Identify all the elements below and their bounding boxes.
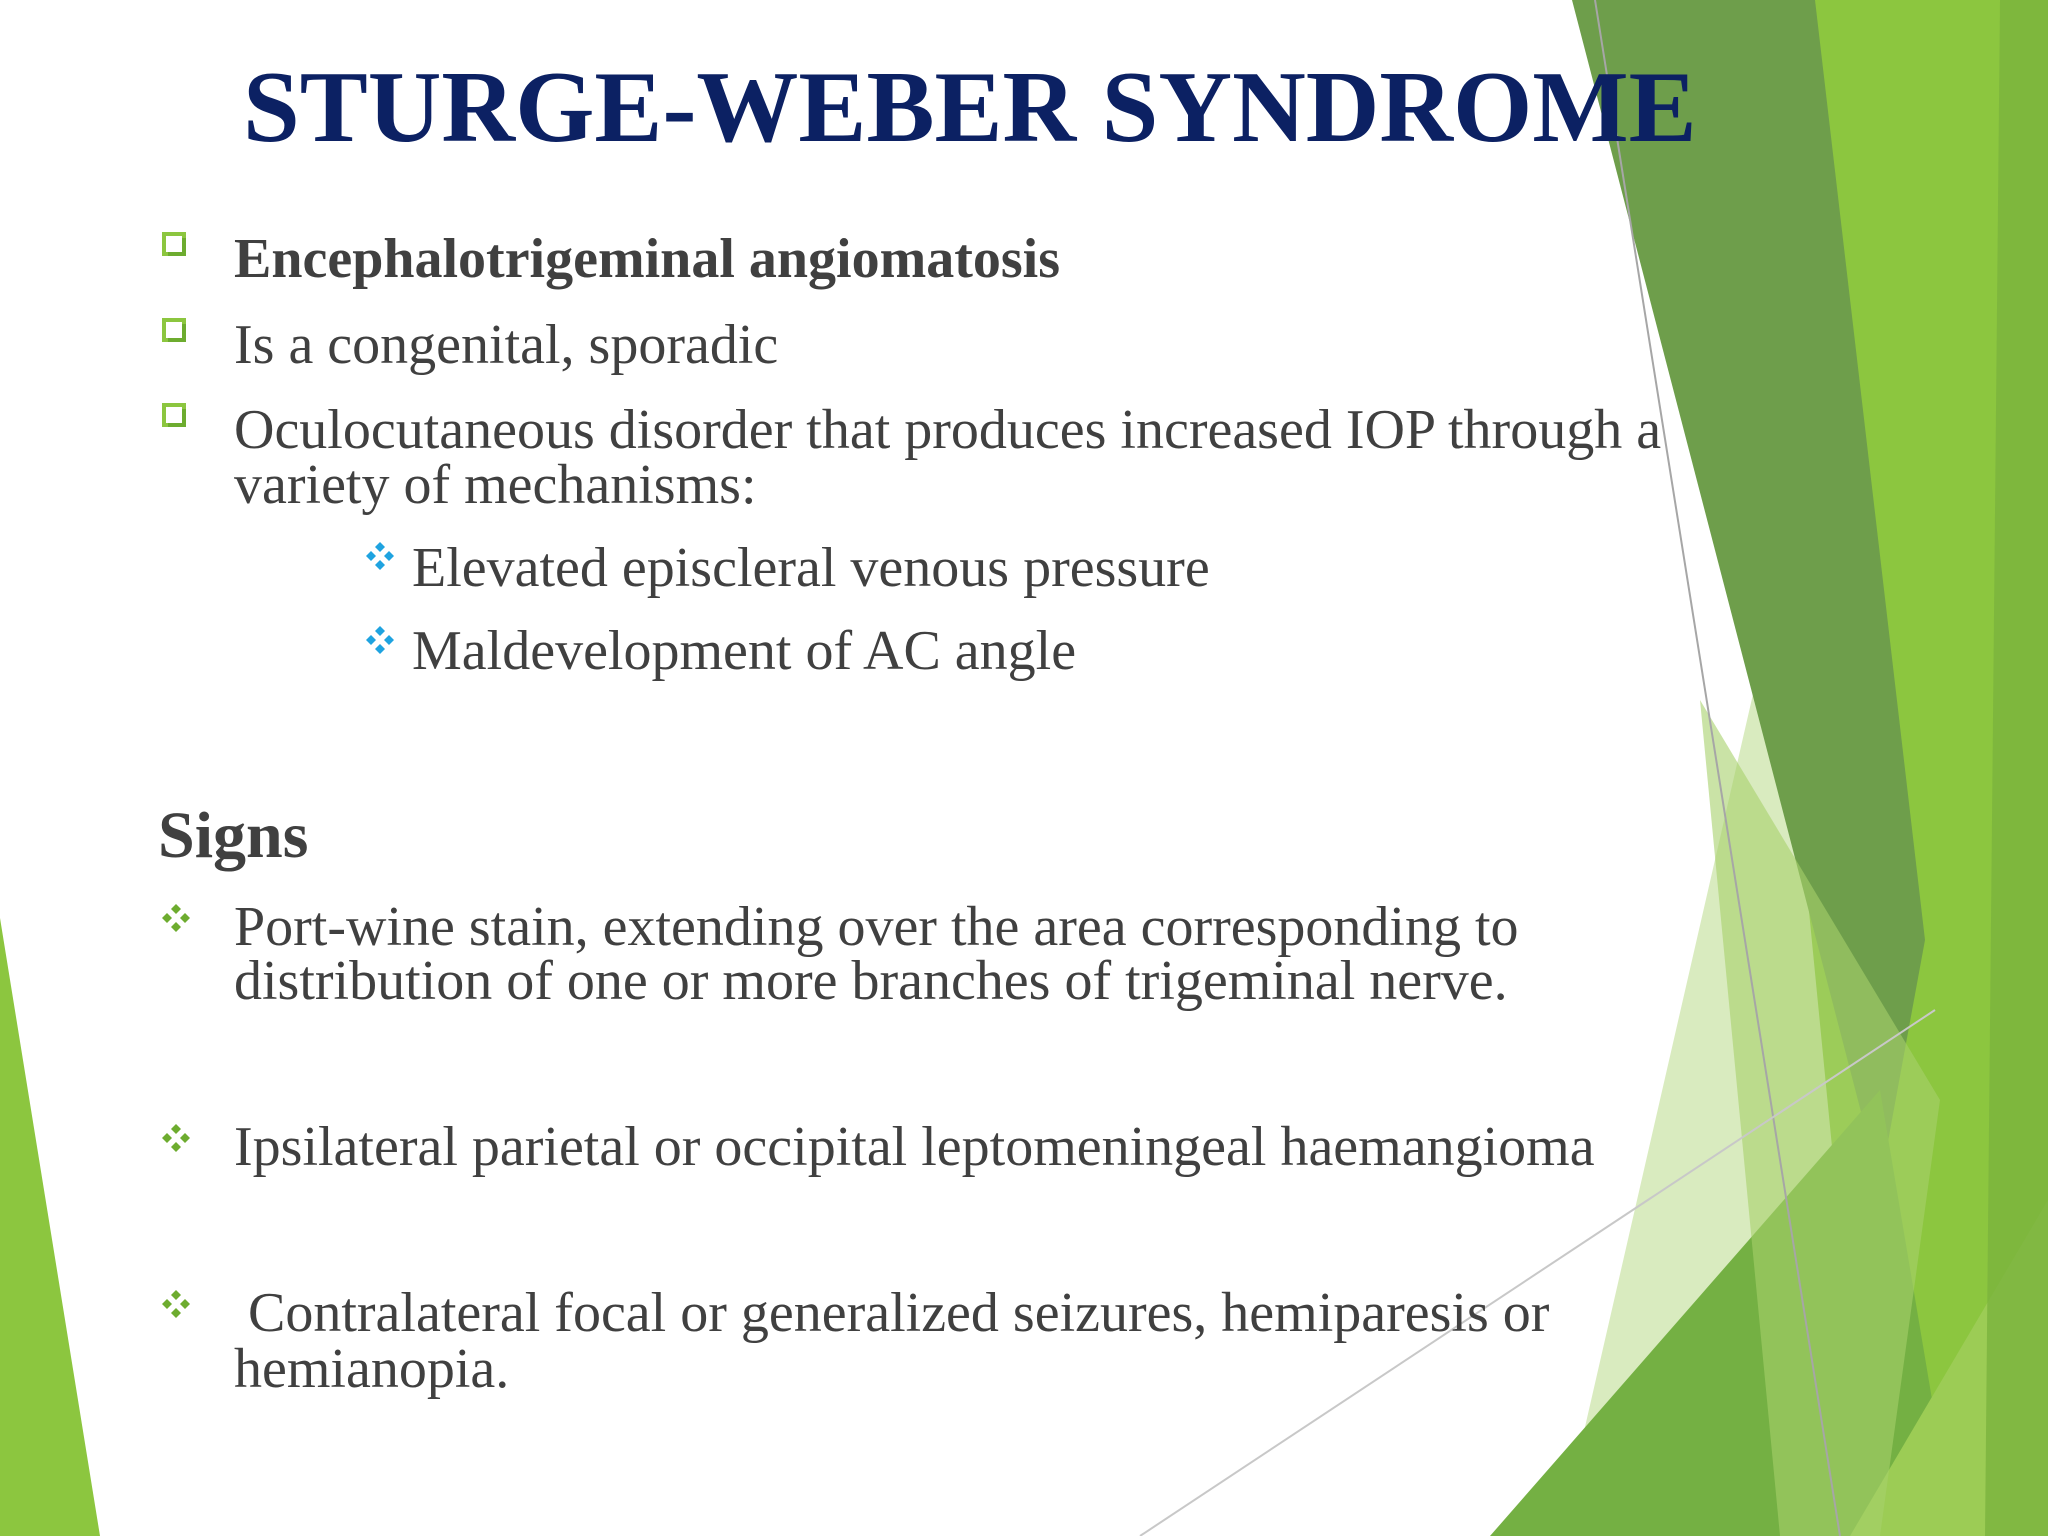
sub-bullet-ac-angle: Maldevelopment of AC angle xyxy=(412,620,1077,682)
diamond-bullet-icon xyxy=(160,1122,192,1154)
sign-port-wine-line2: distribution of one or more branches of trigeminal nerve. xyxy=(234,950,1508,1012)
diamond-bullet-icon xyxy=(364,624,396,656)
square-bullet-icon xyxy=(162,318,186,342)
square-bullet-icon xyxy=(162,403,186,427)
sign-leptomeningeal: Ipsilateral parietal or occipital leptomeningeal haemangioma xyxy=(234,1116,1595,1178)
bullet-congenital: Is a congenital, sporadic xyxy=(234,314,779,376)
square-bullet-icon xyxy=(162,232,186,256)
bullet-encephalotrigeminal: Encephalotrigeminal angiomatosis xyxy=(234,228,1061,290)
diamond-bullet-icon xyxy=(364,540,396,572)
diamond-bullet-icon xyxy=(160,902,192,934)
sign-seizures-line2: hemianopia. xyxy=(234,1338,510,1400)
diamond-bullet-icon xyxy=(160,1288,192,1320)
left-green-wedge xyxy=(0,918,100,1536)
sub-bullet-episcleral: Elevated episcleral venous pressure xyxy=(412,537,1210,599)
bullet-oculocutaneous-line2: variety of mechanisms: xyxy=(234,454,757,516)
sign-seizures-line1: Contralateral focal or generalized seizures, hemiparesis or xyxy=(234,1282,1550,1344)
sign-port-wine-line1: Port-wine stain, extending over the area corresponding to xyxy=(234,896,1519,958)
signs-heading: Signs xyxy=(158,799,309,872)
bullet-oculocutaneous-line1: Oculocutaneous disorder that produces increased IOP through a xyxy=(234,399,1662,461)
slide-title: STURGE-WEBER SYNDROME xyxy=(243,51,1697,164)
